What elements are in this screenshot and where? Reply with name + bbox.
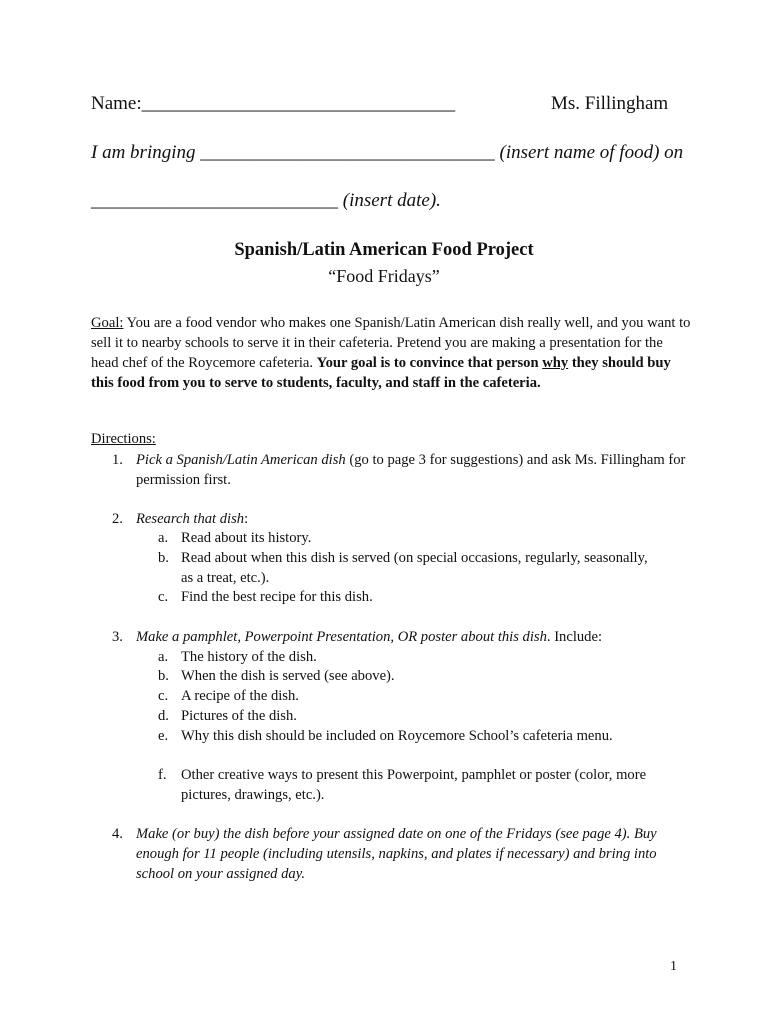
subitem-letter: a. — [158, 649, 169, 665]
date-blank: __________________________ — [91, 190, 338, 211]
subitem-letter: f. — [158, 767, 167, 783]
subitem-text: Read about its history. — [181, 530, 312, 546]
direction-item-4 — [112, 824, 692, 884]
direction-rest: (go to page 3 for suggestions) and ask Ms. Fillingham for permission first. — [136, 452, 686, 488]
subitem-text: Find the best recipe for this dish. — [181, 589, 373, 605]
subitem-letter: d. — [158, 708, 169, 724]
subitem-letter: a. — [158, 530, 169, 546]
direction-subitem — [158, 686, 658, 706]
date-suffix: (insert date). — [342, 190, 441, 211]
document-title: Spanish/Latin American Food Project — [234, 240, 534, 260]
direction-number: 4. — [112, 826, 123, 842]
subitem-text: A recipe of the dish. — [181, 688, 299, 704]
subitem-text: Why this dish should be included on Roycemore School’s cafeteria menu. — [181, 728, 613, 744]
direction-rest: . Include: — [546, 629, 603, 645]
subitem-text: Read about when this dish is served (on special occasions, regularly, seasonally, as a treat, etc.). — [181, 550, 648, 586]
direction-subitem — [158, 706, 658, 726]
direction-item-3 — [112, 627, 692, 647]
bringing-line — [91, 142, 683, 164]
subitem-text: Pictures of the dish. — [181, 708, 297, 724]
name-label: Name: — [91, 93, 142, 114]
subitem-text: Other creative ways to present this Powerpoint, pamphlet or poster (color, more pictures, drawings, etc.). — [181, 767, 647, 803]
direction-number: 1. — [112, 452, 123, 468]
subitem-text: The history of the dish. — [181, 649, 317, 665]
bringing-prefix: I am bringing — [91, 142, 196, 163]
document-subtitle: “Food Fridays” — [328, 266, 440, 286]
direction-italic: Pick a Spanish/Latin American dish — [136, 452, 346, 468]
direction-number: 3. — [112, 629, 123, 645]
direction-subitem — [158, 666, 658, 686]
goal-emphasis-2: they should buy this food from you to serve to students, faculty, and staff in the cafeteria. — [91, 355, 671, 391]
subitem-letter: c. — [158, 688, 169, 704]
bringing-suffix: (insert name of food) on — [499, 142, 684, 163]
direction-number: 2. — [112, 511, 123, 527]
teacher-name: Ms. Fillingham — [551, 93, 669, 114]
direction-italic: Make (or buy) the dish before your assigned date on one of the Fridays (see page 4). Buy enough for 11 people (including utensils, napkins, and plates if necessary) and bring into school on your assigned day. — [136, 826, 657, 882]
direction-item-1 — [112, 450, 692, 490]
subitem-text: When the dish is served (see above). — [181, 668, 395, 684]
goal-why: why — [542, 355, 569, 371]
direction-subitem — [158, 587, 658, 607]
direction-italic: Make a pamphlet, Powerpoint Presentation, OR poster about this dish — [136, 629, 547, 645]
direction-subitem — [158, 647, 658, 667]
goal-paragraph — [91, 313, 691, 393]
page-number: 1 — [670, 959, 677, 974]
direction-subitem — [158, 765, 658, 805]
directions-label: Directions: — [91, 431, 156, 447]
goal-emphasis-1: Your goal is to convince that person — [316, 355, 543, 371]
subitem-letter: b. — [158, 550, 169, 566]
goal-text: You are a food vendor who makes one Spanish/Latin American dish really well, and you want to sell it to nearby schools to serve it in their cafeteria. Pretend you are making a presentation for the head chef of the Roycemore cafeteria. — [91, 315, 691, 371]
date-line — [91, 190, 441, 212]
bringing-blank: _______________________________ — [200, 142, 495, 163]
subitem-letter: e. — [158, 728, 169, 744]
direction-item-2 — [112, 509, 692, 529]
direction-rest: : — [244, 511, 249, 527]
goal-label: Goal: — [91, 315, 124, 331]
direction-italic: Research that dish — [136, 511, 245, 527]
direction-subitem — [158, 726, 658, 746]
name-blank: _________________________________ — [141, 93, 456, 114]
subitem-letter: b. — [158, 668, 169, 684]
subitem-letter: c. — [158, 589, 169, 605]
name-line — [91, 93, 455, 115]
direction-subitem — [158, 548, 658, 588]
direction-subitem — [158, 528, 658, 548]
